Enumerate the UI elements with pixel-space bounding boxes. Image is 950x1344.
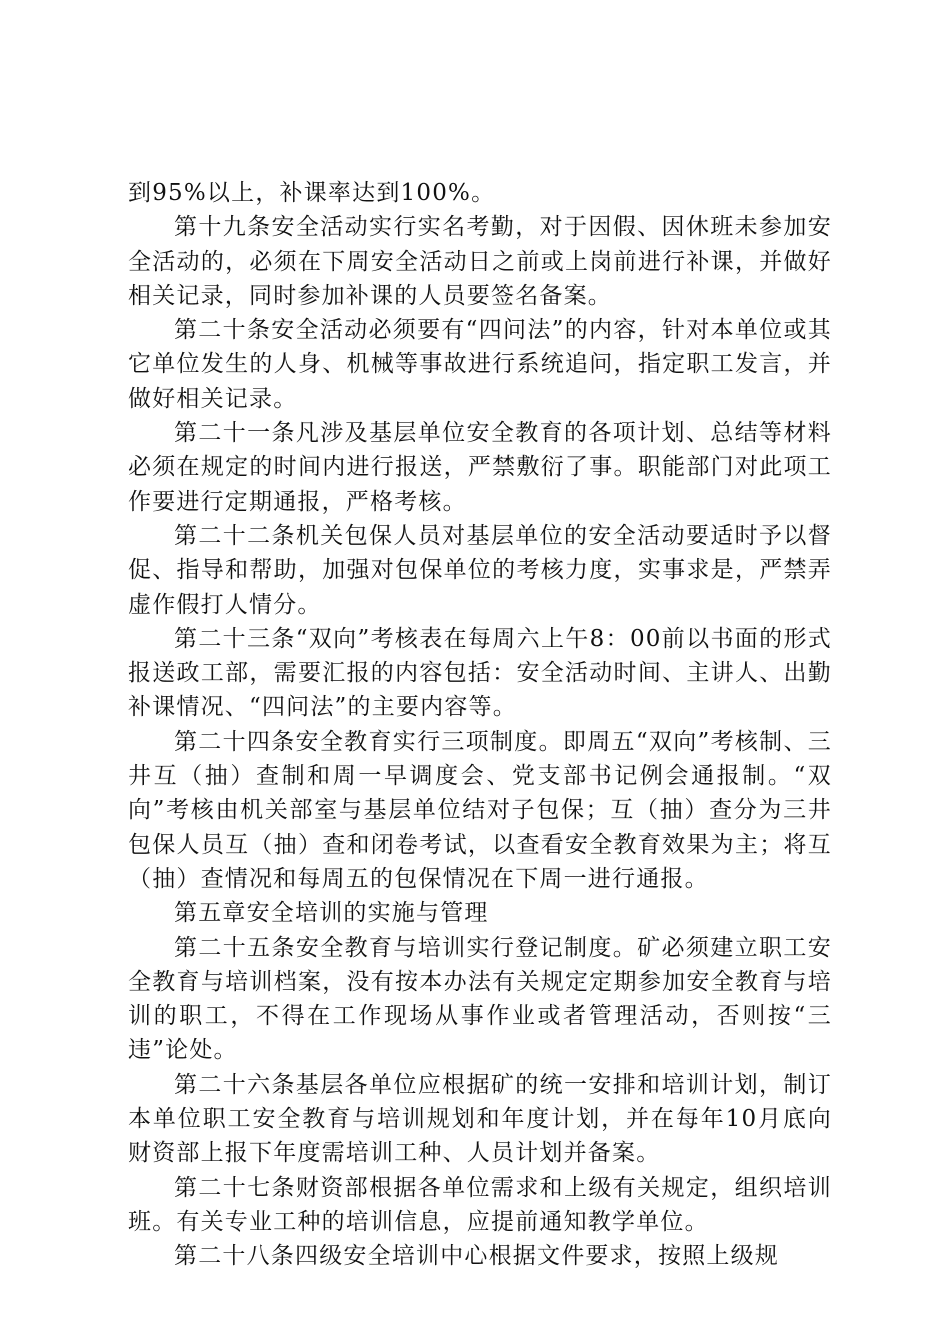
article-25-paragraph: 第二十五条安全教育与培训实行登记制度。矿必须建立职工安全教育与培训档案，没有按本办法有关规定定期参加安全教育与培训的职工，不得在工作现场从事作业或者管理活动，否则按“三违”论处。 <box>128 934 832 1064</box>
article-19-paragraph: 第十九条安全活动实行实名考勤，对于因假、因休班未参加安全活动的，必须在下周安全活动日之前或上岗前进行补课，并做好相关记录，同时参加补课的人员要签名备案。 <box>128 214 832 309</box>
article-23-paragraph: 第二十三条“双向”考核表在每周六上午8：00前以书面的形式报送政工部，需要汇报的内容包括：安全活动时间、主讲人、出勤补课情况、“四问法”的主要内容等。 <box>128 625 832 721</box>
chapter-5-heading: 第五章安全培训的实施与管理 <box>174 900 489 927</box>
article-21-paragraph: 第二十一条凡涉及基层单位安全教育的各项计划、总结等材料必须在规定的时间内进行报送，严禁敷衍了事。职能部门对此项工作要进行定期通报，严格考核。 <box>128 420 832 515</box>
paragraph-continuation: 到95%以上，补课率达到100%。 <box>128 180 496 206</box>
article-27-paragraph: 第二十七条财资部根据各单位需求和上级有关规定，组织培训班。有关专业工种的培训信息，应提前通知教学单位。 <box>128 1174 832 1235</box>
document-body <box>128 176 832 1274</box>
article-20-paragraph: 第二十条安全活动必须要有“四问法”的内容，针对本单位或其它单位发生的人身、机械等事故进行系统追问，指定职工发言，并做好相关记录。 <box>128 317 832 412</box>
article-28-paragraph: 第二十八条四级安全培训中心根据文件要求，按照上级规 <box>174 1243 779 1270</box>
article-22-paragraph: 第二十二条机关包保人员对基层单位的安全活动要适时予以督促、指导和帮助，加强对包保单位的考核力度，实事求是，严禁弄虚作假打人情分。 <box>128 522 832 618</box>
article-26-paragraph: 第二十六条基层各单位应根据矿的统一安排和培训计划，制订本单位职工安全教育与培训规划和年度计划，并在每年10月底向财资部上报下年度需培训工种、人员计划并备案。 <box>128 1071 832 1167</box>
article-24-paragraph: 第二十四条安全教育实行三项制度。即周五“双向”考核制、三井互（抽）查制和周一早调度会、党支部书记例会通报制。“双向”考核由机关部室与基层单位结对子包保；互（抽）查分为三井包保人员互（抽）查和闭卷考试，以查看安全教育效果为主；将互（抽）查情况和每周五的包保情况在下周一进行通报。 <box>128 728 832 892</box>
